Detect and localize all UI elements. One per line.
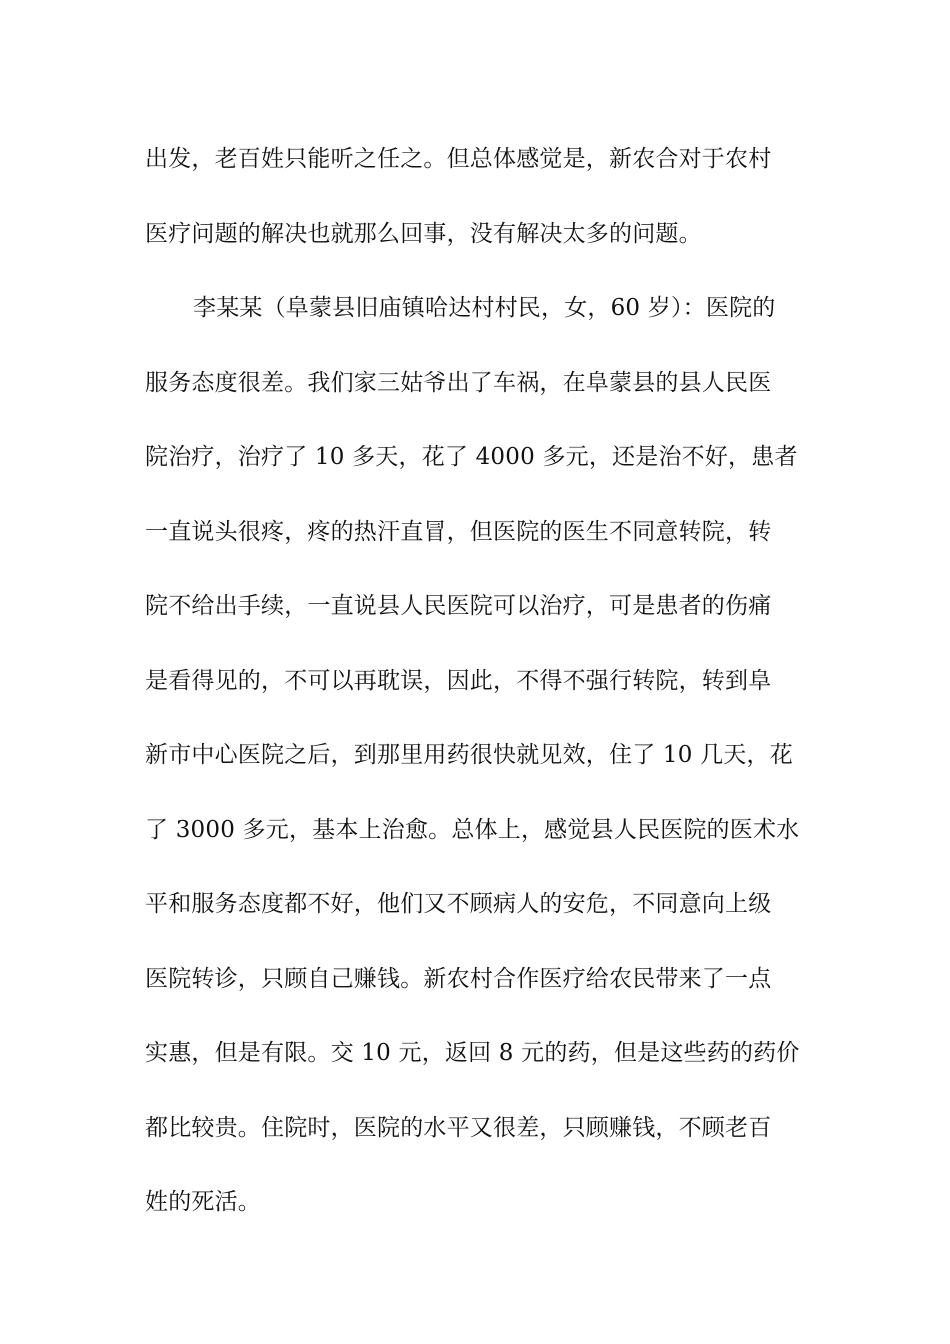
text-line-11: 平和服务态度都不好，他们又不顾病人的安危，不同意向上级 [145,891,772,917]
text-line-12: 医院转诊，只顾自己赚钱。新农村合作医疗给农民带来了一点 [145,965,772,992]
text-line-5: 院治疗，治疗了 10 多天，花了 4000 多元，还是治不好，患者 [145,444,798,470]
text-line-1: 出发，老百姓只能听之任之。但总体感觉是，新农合对于农村 [145,146,772,172]
text-line-7: 院不给出手续，一直说县人民医院可以治疗，可是患者的伤痛 [145,593,772,619]
text-line-4: 服务态度很差。我们家三姑爷出了车祸，在阜蒙县的县人民医 [145,369,772,396]
text-line-6: 一直说头很疼，疼的热汗直冒，但医院的医生不同意转院，转 [145,518,772,545]
text-line-13: 实惠，但是有限。交 10 元，返回 8 元的药，但是这些药的药价 [145,1040,800,1066]
text-line-14: 都比较贵。住院时，医院的水平又很差，只顾赚钱，不顾老百 [145,1114,772,1141]
text-line-3-paragraph-start: 李某某（阜蒙县旧庙镇哈达村村民，女，60 岁）：医院的 [193,295,776,321]
text-line-9: 新市中心医院之后，到那里用药很快就见效，住了 10 几天，花 [145,742,793,768]
text-line-15: 姓的死活。 [145,1189,261,1215]
text-line-8: 是看得见的，不可以再耽误，因此，不得不强行转院，转到阜 [145,667,772,694]
text-line-2: 医疗问题的解决也就那么回事，没有解决太多的问题。 [145,220,702,247]
text-line-10: 了 3000 多元，基本上治愈。总体上，感觉县人民医院的医术水 [145,816,800,843]
body-text [145,122,807,1240]
